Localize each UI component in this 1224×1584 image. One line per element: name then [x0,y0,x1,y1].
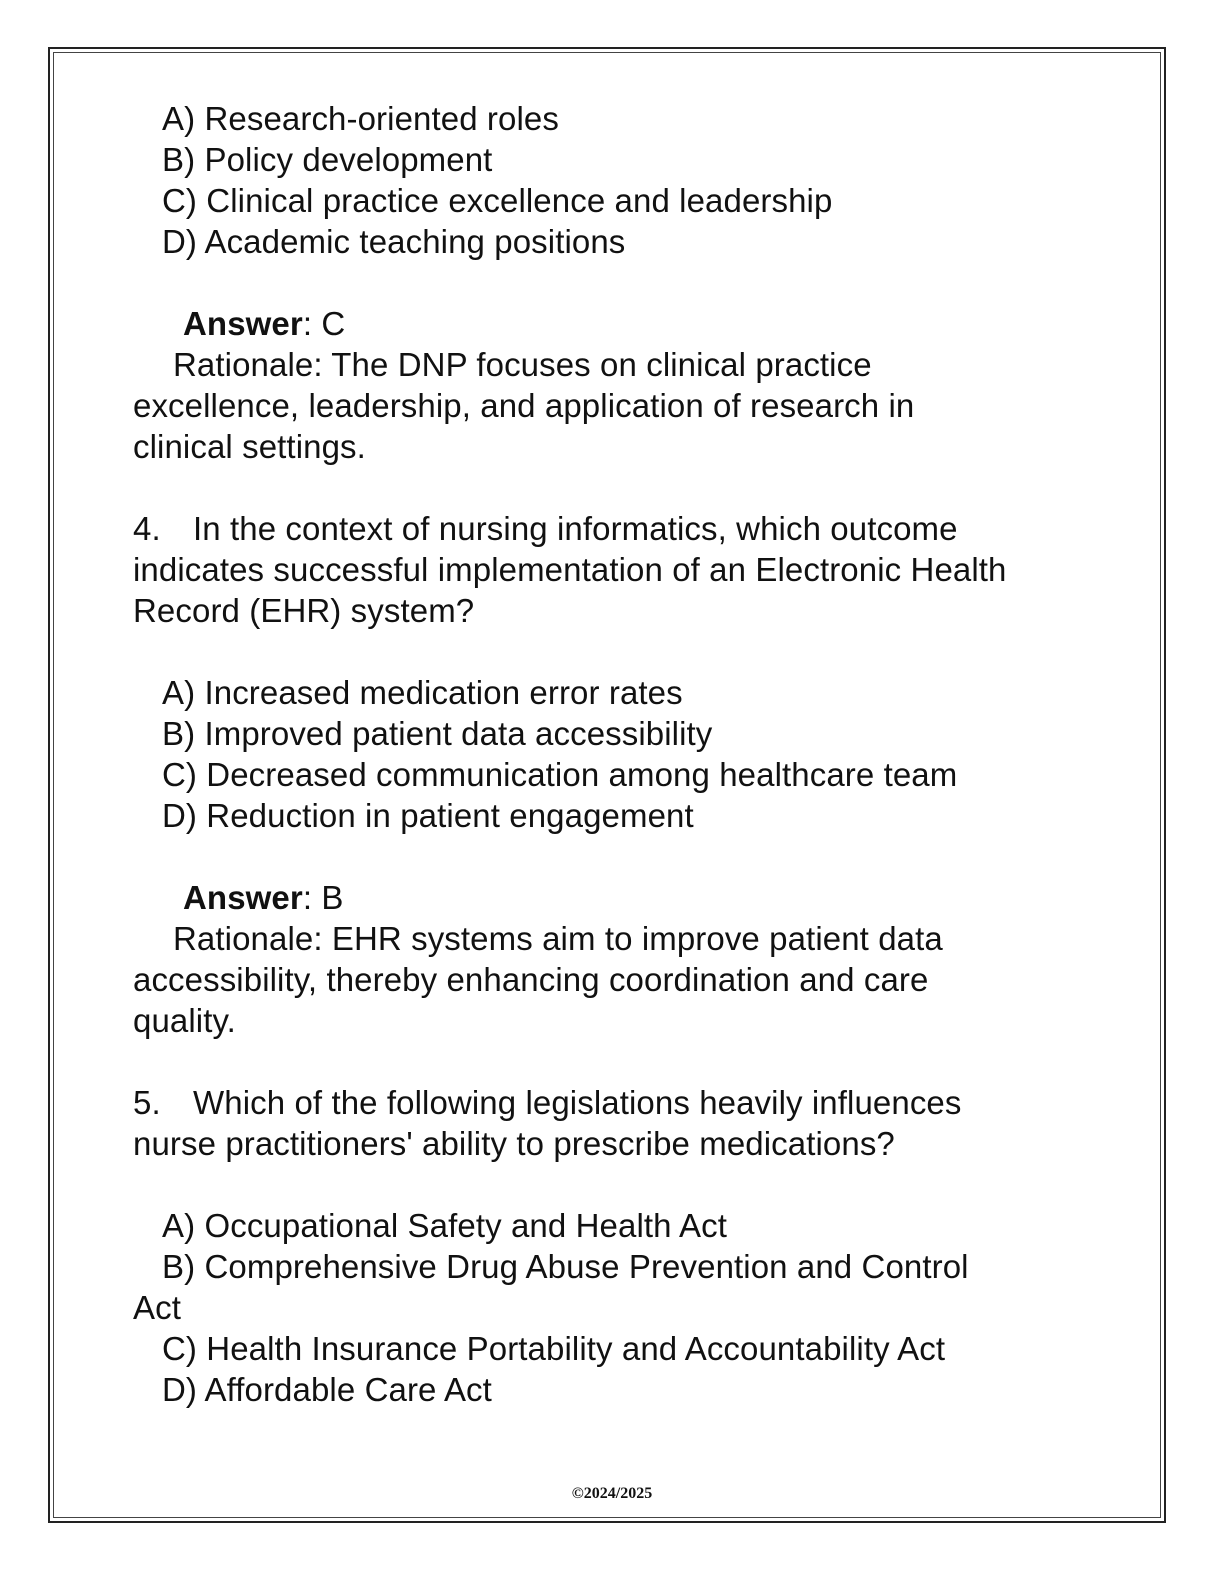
q4-answer [183,877,343,918]
q5-question-line-1 [133,1082,961,1123]
q3-option-b: B) Policy development [162,141,493,178]
q4-question-line-1 [133,508,958,549]
q4-option-a: A) Increased medication error rates [162,674,683,711]
q5-number: 5. [133,1084,161,1121]
q4-number: 4. [133,510,161,547]
footer-copyright: ©2024/2025 [571,1485,653,1502]
q4-answer-label: Answer [183,879,303,916]
q4-question-line-2: indicates successful implementation of an Electronic Health [133,551,1007,588]
q3-answer [183,303,345,344]
q3-option-a: A) Research-oriented roles [162,100,559,137]
q4-question-line-3: Record (EHR) system? [133,592,475,629]
q3-option-c: C) Clinical practice excellence and leadership [162,182,833,219]
q3-answer-label: Answer [183,305,303,342]
q5-option-a: A) Occupational Safety and Health Act [162,1207,728,1244]
q4-answer-value: : B [302,879,344,916]
q4-option-d: D) Reduction in patient engagement [162,797,694,834]
q3-option-d: D) Academic teaching positions [162,223,626,260]
q3-answer-value: : C [302,305,346,342]
q4-rationale-line-1: Rationale: EHR systems aim to improve patient data [173,920,943,957]
q4-option-b: B) Improved patient data accessibility [162,715,713,752]
q5-option-b: B) Comprehensive Drug Abuse Prevention and Control [162,1248,969,1285]
q3-rationale-line-1: Rationale: The DNP focuses on clinical practice [173,346,872,383]
q4-option-c: C) Decreased communication among healthcare team [162,756,958,793]
q5-question-text-1: Which of the following legislations heavily influences [193,1084,962,1121]
q4-rationale-line-3: quality. [133,1002,236,1039]
q4-rationale-line-2: accessibility, thereby enhancing coordination and care [133,961,929,998]
q3-rationale-line-2: excellence, leadership, and application of research in [133,387,915,424]
q5-question-line-2: nurse practitioners' ability to prescribe medications? [133,1125,895,1162]
q5-option-b-continued: Act [133,1289,181,1326]
q5-option-d: D) Affordable Care Act [162,1371,492,1408]
q3-rationale-line-3: clinical settings. [133,428,366,465]
q5-option-c: C) Health Insurance Portability and Accountability Act [162,1330,946,1367]
q4-question-text-1: In the context of nursing informatics, which outcome [193,510,958,547]
